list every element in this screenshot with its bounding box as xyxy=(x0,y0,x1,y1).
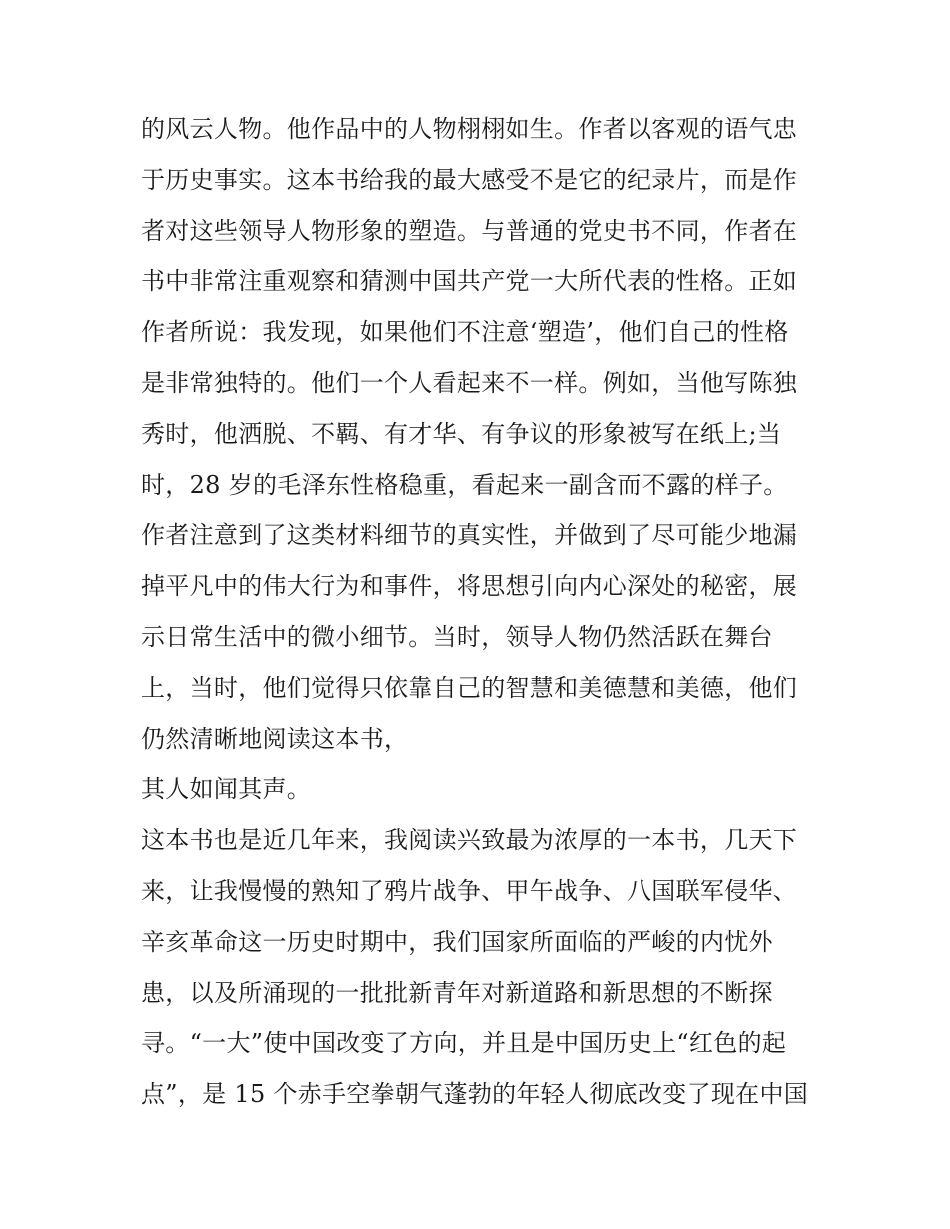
text-line: 辛亥革命这一历史时期中，我们国家所面临的严峻的内忧外 xyxy=(141,927,773,956)
text-line: 者对这些领导人物形象的塑造。与普通的党史书不同，作者在 xyxy=(141,216,798,245)
text-line: 来，让我慢慢的熟知了鸦片战争、甲午战争、八国联军侵华、 xyxy=(141,876,798,905)
text-line: 示日常生活中的微小细节。当时，领导人物仍然活跃在舞台 xyxy=(141,622,773,651)
text-line: 是非常独特的。他们一个人看起来不一样。例如，当他写陈独 xyxy=(141,368,798,397)
text-line: 于历史事实。这本书给我的最大感受不是它的纪录片，而是作 xyxy=(141,165,798,194)
text-line: 书中非常注重观察和猜测中国共产党一大所代表的性格。正如 xyxy=(141,267,798,296)
text-line: 时，28 岁的毛泽东性格稳重，看起来一副含而不露的样子。 xyxy=(141,470,788,499)
text-line: 寻。“一大”使中国改变了方向，并且是中国历史上“红色的起 xyxy=(141,1029,787,1058)
text-line: 点”，是 15 个赤手空拳朝气蓬勃的年轻人彻底改变了现在中国 xyxy=(141,1080,809,1109)
text-line: 作者所说：我发现，如果他们不注意‘塑造’，他们自己的性格 xyxy=(141,318,789,347)
text-line: 患，以及所涌现的一批批新青年对新道路和新思想的不断探 xyxy=(141,978,773,1007)
text-line: 其人如闻其声。 xyxy=(141,775,312,804)
text-line: 仍然清晰地阅读这本书， xyxy=(141,724,409,753)
text-line: 上，当时，他们觉得只依靠自己的智慧和美德慧和美德，他们 xyxy=(141,673,798,702)
text-line: 的风云人物。他作品中的人物栩栩如生。作者以客观的语气忠 xyxy=(141,115,798,143)
text-line: 这本书也是近几年来，我阅读兴致最为浓厚的一本书，几天下 xyxy=(141,826,798,855)
document-body xyxy=(141,104,821,1120)
text-line: 作者注意到了这类材料细节的真实性，并做到了尽可能少地漏 xyxy=(141,521,798,550)
text-line: 掉平凡中的伟大行为和事件，将思想引向内心深处的秘密，展 xyxy=(141,572,798,601)
text-line: 秀时，他洒脱、不羁、有才华、有争议的形象被写在纸上;当 xyxy=(141,419,782,448)
